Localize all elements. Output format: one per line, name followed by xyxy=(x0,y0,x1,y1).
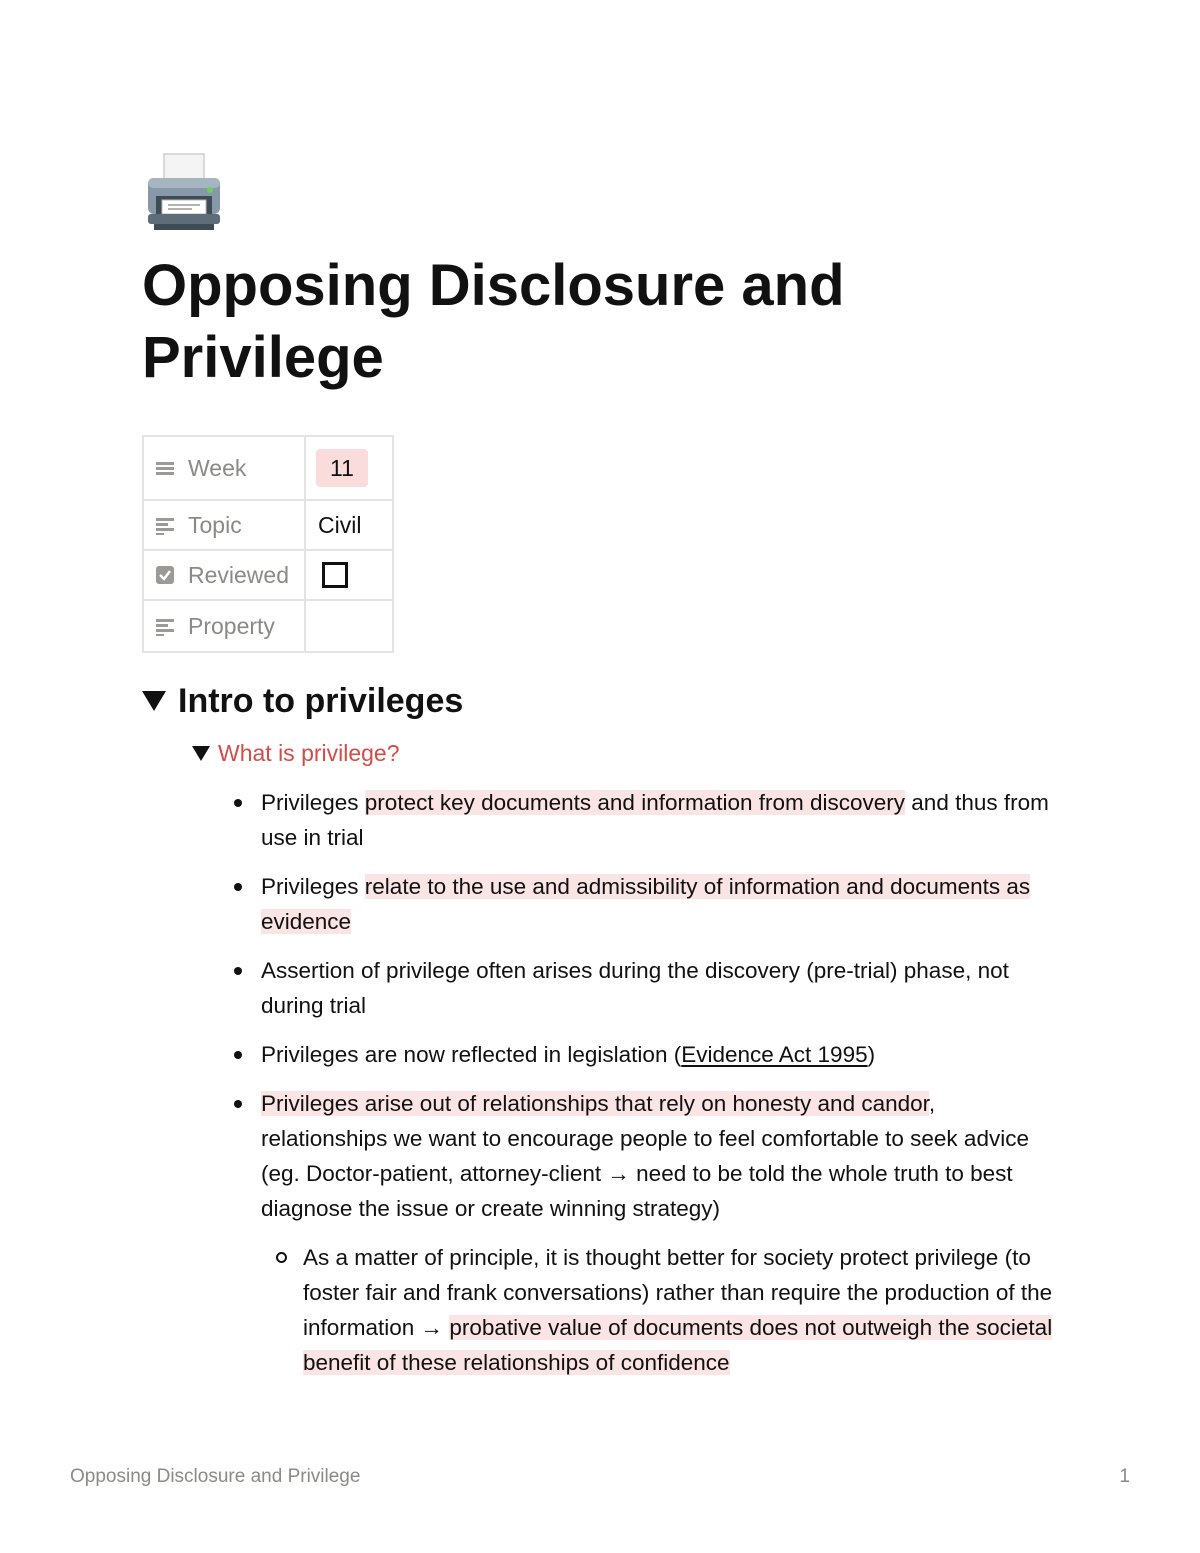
property-label-reviewed: Reviewed xyxy=(188,561,289,588)
property-value-empty[interactable] xyxy=(305,600,393,652)
bullet-list xyxy=(261,785,1061,1394)
property-row-reviewed xyxy=(143,550,393,600)
properties-table xyxy=(142,435,394,653)
property-row-topic xyxy=(143,500,393,550)
property-row-property xyxy=(143,600,393,652)
evidence-act-link[interactable]: Evidence Act 1995 xyxy=(681,1042,868,1067)
property-label-week: Week xyxy=(188,454,247,481)
list-item: Privileges relate to the use and admissibility of information and documents as evidence xyxy=(261,869,1061,939)
sub-bullet-list xyxy=(303,1240,1063,1380)
section-subheading: What is privilege? xyxy=(218,740,400,766)
list-item: Privileges arise out of relationships that rely on honesty and candor, relationships we want to encourage people to feel comfortable to seek advice (eg. Doctor-patient, attorney-client → need to be told the whole truth to best diagnose the issue or create winning strategy) As a matter of principle, it is thought better for society protect privilege (to foster fair and frank conversations) rather than require the production of the information → probative value of documents does not outweigh the societal benefit of these relationships of confidence xyxy=(261,1086,1061,1380)
footer-page-number: 1 xyxy=(1119,1466,1130,1487)
highlighted-text: relate to the use and admissibility of information and documents as evidence xyxy=(261,874,1031,934)
list-item: Privileges are now reflected in legislation (Evidence Act 1995) xyxy=(261,1037,1061,1072)
property-row-week xyxy=(143,436,393,500)
toggle-triangle-icon[interactable] xyxy=(142,691,166,711)
property-label-property: Property xyxy=(188,612,275,639)
week-value-badge[interactable]: 11 xyxy=(316,449,368,487)
checkbox-icon xyxy=(154,564,176,586)
page-title: Opposing Disclosure and Privilege xyxy=(142,253,845,390)
footer-title: Opposing Disclosure and Privilege xyxy=(70,1466,361,1487)
topic-value[interactable]: Civil xyxy=(318,511,362,538)
highlighted-text: Privileges arise out of relationships that rely on honesty and candor xyxy=(261,1091,929,1116)
reviewed-checkbox[interactable] xyxy=(322,562,348,588)
toggle-subheading-what-is-privilege[interactable] xyxy=(192,738,400,768)
list-item: Privileges protect key documents and information from discovery and thus from use in trial xyxy=(261,785,1061,855)
list-item: Assertion of privilege often arises during the discovery (pre-trial) phase, not during trial xyxy=(261,953,1061,1023)
toggle-triangle-icon[interactable] xyxy=(192,746,210,761)
property-label-topic: Topic xyxy=(188,511,242,538)
highlighted-text: protect key documents and information from discovery xyxy=(364,790,906,815)
toggle-heading-intro[interactable] xyxy=(142,680,463,722)
text-icon xyxy=(154,615,176,637)
list-item: As a matter of principle, it is thought better for society protect privilege (to foster fair and frank conversations) rather than require the production of the information → probative value of documents does not outweigh the societal benefit of these relationships of confidence xyxy=(303,1240,1063,1380)
number-icon xyxy=(154,457,176,479)
text-icon xyxy=(154,514,176,536)
section-heading: Intro to privileges xyxy=(178,682,464,720)
highlighted-text: probative value of documents does not outweigh the societal benefit of these relationships of confidence xyxy=(303,1315,1053,1375)
printer-icon xyxy=(142,150,228,236)
